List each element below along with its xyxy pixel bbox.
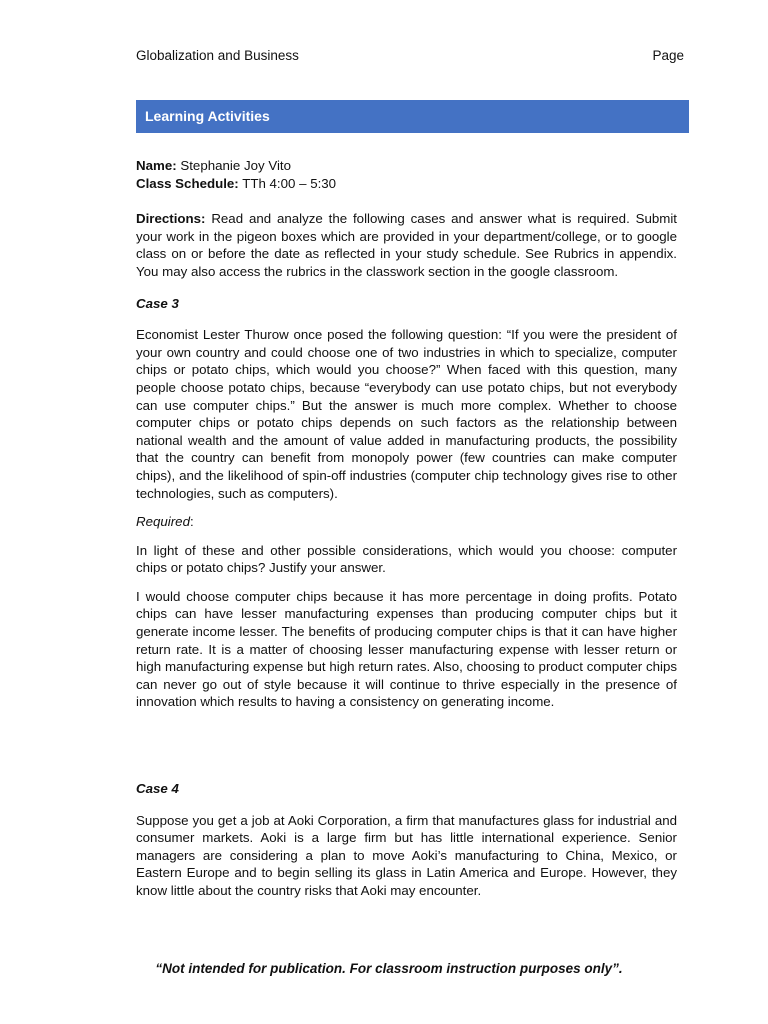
banner-title: Learning Activities <box>145 108 270 124</box>
case-4-heading: Case 4 <box>136 781 179 797</box>
case-3-heading: Case 3 <box>136 295 179 311</box>
publication-disclaimer: “Not intended for publication. For classroom instruction purposes only”. <box>155 961 623 976</box>
directions-label: Directions: <box>136 211 206 227</box>
page-label: Page <box>652 48 684 63</box>
required-label: Required <box>136 514 190 530</box>
case-3-body: Economist Lester Thurow once posed the following question: “If you were the president of your own country and could choose one of two industries in which to specialize, computer chips or potato chips, which would you choose?” When faced with this question, many people choose potato chips, because “everybody can use potato chips, but not everybody can use computer chips.” But the answer is much more complex. Whether to choose computer chips or potato chips depends on such factors as the relationship between national wealth and the amount of value added in manufacturing products, the possibility that the country can benefit from monopoly power (few countries can make computer chips), and the likelihood of spin-off industries (computer chip technology gives rise to other technologies, such as computers). <box>136 327 677 501</box>
student-name-line <box>136 157 677 175</box>
required-label-line <box>136 513 677 531</box>
name-value: Stephanie Joy Vito <box>180 158 292 173</box>
learning-activities-banner <box>136 100 689 133</box>
document-body <box>136 157 677 900</box>
required-colon: : <box>189 514 194 530</box>
schedule-value: TTh 4:00 – 5:30 <box>242 175 337 191</box>
schedule-label: Class Schedule: <box>136 175 239 191</box>
class-schedule-line <box>136 175 677 193</box>
directions-paragraph <box>136 210 677 280</box>
document-title: Globalization and Business <box>136 48 299 63</box>
case-4-body: Suppose you get a job at Aoki Corporation, a firm that manufactures glass for industrial and consumer markets. Aoki is a large firm but has little international experience. Senior managers are considering a plan to move Aoki’s manufacturing to China, Mexico, or Eastern Europe and to begin selling its glass in Latin America and Europe. However, they know little about the country risks that Aoki may encounter. <box>136 812 677 898</box>
page-header <box>136 48 684 64</box>
case-3-question: In light of these and other possible considerations, which would you choose: computer chips or potato chips? Justify your answer. <box>136 542 677 576</box>
directions-text: Read and analyze the following cases and answer what is required. Submit your work in the pigeon boxes which are provided in your department/college, or to google class on or before the date as reflected in your study schedule. See Rubrics in appendix. You may also access the rubrics in the classwork section in the google classroom. <box>136 211 677 279</box>
case-3-answer: I would choose computer chips because it has more percentage in doing profits. Potato chips can have lesser manufacturing expenses than producing computer chips but it generate income lesser. The benefits of producing computer chips is that it can have higher return rate. It is a matter of choosing lesser manufacturing expense with lesser return or high manufacturing expense but high return rates. Also, choosing to product computer chips can never go out of style because it will continue to thrive especially in the presence of innovation which results to having a consistency on generating income. <box>136 588 677 710</box>
name-label: Name: <box>136 158 177 173</box>
